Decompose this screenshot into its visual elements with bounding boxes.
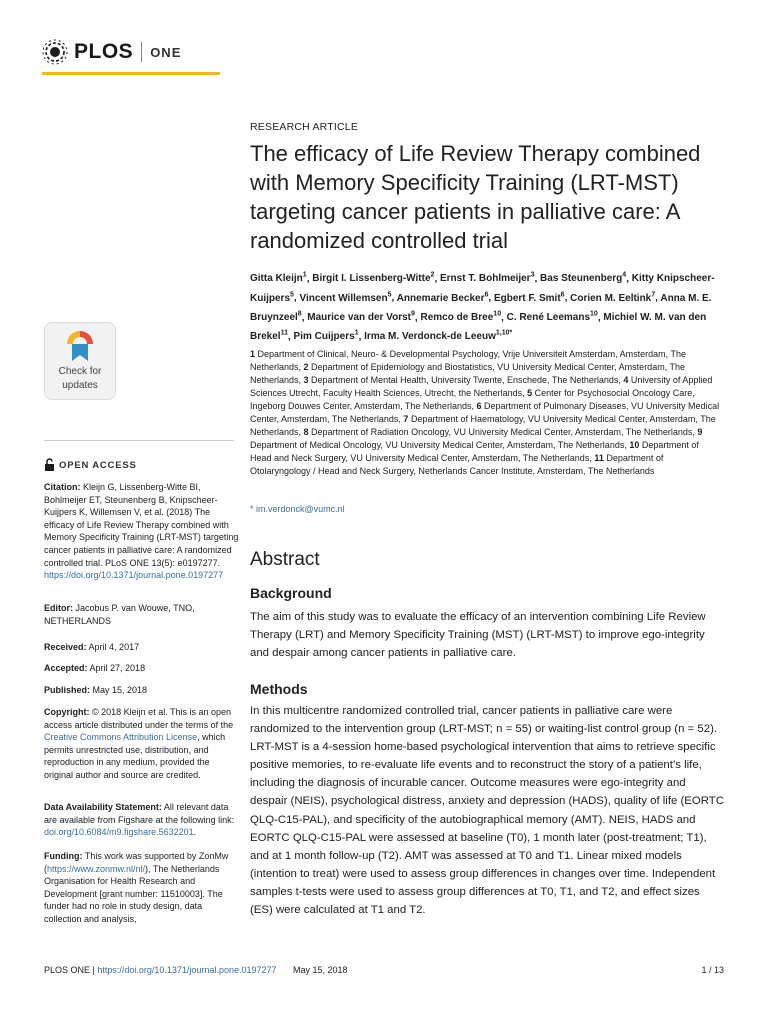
author-name: C. René Leemans	[506, 311, 591, 323]
citation-doi-link[interactable]: https://doi.org/10.1371/journal.pone.0197277	[44, 570, 224, 581]
author-name: Ernst T. Bohlmeijer	[440, 273, 531, 285]
published-block	[44, 684, 239, 697]
check-updates-line1: Check for	[58, 366, 102, 377]
copyright-block	[44, 706, 239, 782]
author[interactable]	[540, 273, 626, 284]
author[interactable]	[494, 293, 565, 304]
affiliation-text: Department of Epidemiology and Biostatistics, VU University Medical Center, Amsterdam, The Netherlands,	[250, 362, 686, 385]
affiliation-number: 6	[476, 401, 484, 411]
funding-post: ), The Netherlands Organisation for Health Research and Development [grant number: 11510003]. The funder had no role in study design, data collection and analysis,	[44, 863, 223, 924]
data-availability-block	[44, 801, 239, 839]
author-affiliation-sup: 6	[560, 291, 565, 299]
data-availability-label: Data Availability Statement:	[44, 802, 162, 812]
author[interactable]	[364, 331, 512, 342]
received-block	[44, 641, 239, 654]
logo-text: PLOS	[74, 40, 134, 63]
citation-label: Citation:	[44, 482, 81, 492]
affiliation-number: 11	[594, 453, 607, 463]
left-divider	[44, 440, 234, 441]
author-name: Corien M. Eeltink	[570, 292, 652, 304]
affiliation-number: 10	[629, 440, 642, 450]
affiliation-text: University of Applied Sciences Utrecht, Faculty Health Sciences, Utrecht, the Netherlands,	[250, 375, 713, 398]
editor-block	[44, 602, 239, 627]
check-for-updates-badge[interactable]	[44, 322, 116, 400]
affiliation-number: 8	[303, 427, 312, 437]
affiliation-text: Department of Mental Health, University Twente, Enschede, The Netherlands,	[311, 375, 624, 385]
accepted-block	[44, 662, 239, 675]
footer-doi-link[interactable]: https://doi.org/10.1371/journal.pone.0197277	[97, 965, 277, 975]
author[interactable]	[294, 331, 359, 342]
author-affiliation-sup: 11	[280, 329, 288, 337]
author-name: Pim Cuijpers	[293, 331, 355, 343]
published-label: Published:	[44, 685, 91, 695]
editor-label: Editor:	[44, 603, 73, 613]
affiliation-text: Department of Radiation Oncology, VU University Medical Center, Amsterdam, The Netherlands,	[311, 427, 698, 437]
author[interactable]	[397, 293, 489, 304]
logo-divider	[141, 42, 142, 62]
open-lock-icon	[44, 458, 55, 472]
check-updates-icon	[65, 329, 95, 363]
author-affiliation-sup: 10	[493, 310, 502, 318]
author[interactable]	[507, 312, 598, 323]
funding-pre: This work was supported by ZonMw (	[44, 851, 229, 874]
affiliation-number: 5	[527, 388, 535, 398]
author[interactable]	[420, 312, 501, 323]
published-date: May 15, 2018	[92, 685, 148, 695]
author[interactable]	[299, 293, 391, 304]
page-number: 1 / 13	[701, 965, 724, 975]
funding-label: Funding:	[44, 851, 83, 861]
plos-logo-icon	[42, 39, 68, 65]
affiliation-text: Department of Otolaryngology / Head and Neck Surgery, Netherlands Cancer Institute, Amsterdam, The Netherlands	[250, 453, 664, 476]
author-affiliation-sup: 4	[622, 272, 627, 279]
author-affiliation-sup: 2	[430, 272, 435, 279]
figshare-link[interactable]: doi.org/10.6084/m9.figshare.5632201	[44, 827, 194, 838]
author-name: Egbert F. Smit	[493, 292, 561, 304]
affiliation-text: Center for Psychosocial Oncology Care, Ingeborg Douwes Center, Amsterdam, The Netherlands,	[250, 388, 695, 411]
author-affiliation-sup: 1,10*	[495, 329, 513, 337]
article-type: RESEARCH ARTICLE	[250, 121, 359, 133]
cc-license-link[interactable]: Creative Commons Attribution License	[44, 732, 198, 743]
author[interactable]	[250, 273, 307, 284]
affiliation-text: Department of Head and Neck Surgery, VU University Medical Center, Amsterdam, The Netherlands,	[250, 440, 699, 463]
author[interactable]	[312, 273, 434, 284]
received-label: Received:	[44, 642, 87, 652]
author-affiliation-sup: 7	[651, 291, 656, 299]
article-title: The efficacy of Life Review Therapy combined with Memory Specificity Training (LRT-MST) targeting cancer patients in palliative care: A randomized controlled trial	[250, 141, 701, 253]
author-affiliation-sup: 10	[590, 310, 598, 318]
check-updates-line2: updates	[62, 380, 98, 391]
author-name: Annemarie Becker	[396, 292, 485, 304]
received-date: April 4, 2017	[88, 642, 140, 652]
citation-block	[44, 481, 239, 582]
accepted-date: April 27, 2018	[89, 663, 146, 673]
author-affiliation-sup: 3	[530, 272, 535, 279]
affiliation-text: Department of Pulmonary Diseases, VU University Medical Center, Amsterdam, The Netherlands,	[250, 401, 720, 424]
background-heading: Background	[250, 585, 332, 601]
author[interactable]	[570, 293, 655, 304]
author-name: Irma M. Verdonck-de Leeuw	[364, 331, 496, 343]
plos-logo[interactable]	[42, 36, 181, 68]
methods-heading: Methods	[250, 681, 308, 697]
affiliation-text: Department of Clinical, Neuro- & Developmental Psychology, Vrije Universiteit Amsterdam, Amsterdam, The Netherlands,	[250, 349, 687, 372]
author-name: Bas Steunenberg	[540, 273, 623, 285]
affiliation-text: Department of Haematology, VU University Medical Center, Amsterdam, The Netherlands,	[250, 414, 716, 437]
author-name: Gitta Kleijn	[250, 273, 303, 285]
data-availability-post: .	[193, 827, 197, 838]
open-access-label: OPEN ACCESS	[59, 459, 137, 471]
methods-text: In this multicentre randomized controlled trial, cancer patients in palliative care were randomized to the intervention group (LRT-MST; n = 55) or waiting-list control group (n = 52). LRT-MST is a 4-session home-based psychological intervention that aims to retrieve specific positive memories, to re-evaluate life events and to reconstruct the story of a patient’s life, including the diagnosis of incurable cancer. Outcome measures were ego-integrity and despair (NEIS), psychological distress, anxiety and depression (HADS), quality of life (EORTC QLQ-C15-PAL), and specificity of the autobiographical memory (AMT). NEIS, HADS and EORTC QLQ-C15-PAL were assessed at baseline (T0), 1 month later (post-treatment; T1), and at 1 month follow-up (T2). AMT was assessed at T0 and T1. Linear mixed models (intention to treat) were used to assess group differences in changes over time. Independent samples t-tests were used to assess group differences at T0, T1, and T2, and effect sizes (ES) were calculated at T1 and T2.	[250, 705, 724, 917]
affiliation-number: 7	[403, 414, 411, 424]
citation-text: Kleijn G, Lissenberg-Witte BI, Bohlmeijer ET, Steunenberg B, Knipscheer-Kuijpers K, Willemsen V, et al. (2018) The efficacy of Life Review Therapy combined with Memory Specificity Training (LRT-MST) targeting cancer patients in palliative care: A randomized controlled trial. PLoS ONE 13(5): e0197277.	[44, 482, 239, 568]
affiliation-number: 1	[250, 349, 258, 359]
affiliation-number: 2	[303, 362, 312, 372]
author[interactable]	[307, 312, 415, 323]
author-affiliation-sup: 1	[302, 272, 307, 279]
author-name: Birgit I. Lissenberg-Witte	[312, 273, 431, 285]
footer-separator: |	[90, 965, 98, 975]
copyright-post: , which permits unrestricted use, distribution, and reproduction in any medium, provided the original author and source are credited.	[44, 732, 226, 780]
author-name: Maurice van der Vorst	[307, 311, 412, 323]
affiliation-number: 9	[697, 427, 703, 437]
author-affiliation-sup: 8	[297, 310, 302, 318]
author-name: Kitty Knipscheer-Kuijpers	[250, 273, 715, 304]
correspondence-email[interactable]	[250, 504, 345, 514]
footer-date: May 15, 2018	[293, 965, 348, 975]
accent-rule	[42, 72, 220, 75]
author-affiliation-sup: 1	[354, 329, 359, 337]
footer-journal: PLOS ONE	[44, 965, 91, 975]
funding-block	[44, 850, 239, 926]
copyright-label: Copyright:	[44, 707, 90, 717]
author-affiliation-sup: 5	[387, 291, 392, 299]
editor-text: Jacobus P. van Wouwe, TNO, NETHERLANDS	[44, 603, 195, 626]
background-text: The aim of this study was to evaluate the efficacy of an intervention combining Life Review Therapy (LRT) and Memory Specificity Training (MST) (LRT-MST) to improve ego-integrity and despair among cancer patients in palliative care.	[250, 611, 706, 660]
author-name: Vincent Willemsen	[299, 292, 388, 304]
author[interactable]	[440, 273, 534, 284]
author-name: Anna M. E. Bruynzeel	[250, 292, 712, 323]
author-list: Gitta Kleijn$^1$, Birgit I. Lissenberg-Witte$^2$, Ernst T. Bohlmeijer$^3$, Bas Steunenberg$^4$, Kitty Knipscheer-Kuijpers$^5$, Vincent Willemsen$^5$, Annemarie Becker$^6$, Egbert F. Smit$^6$, Corien M. Eeltink$^7$, Anna M. E. Bruynzeel$^8$, Maurice van der Vorst$^9$, Remco de Bree$^{10}$, C. René Leemans$^{10}$, Michiel W. M. van den Brekel$^{11}$, Pim Cuijpers$^1$, Irma M. Verdonck-de Leeuw$^{1,10*}$	[250, 272, 715, 343]
affiliation-number: 4	[623, 375, 631, 385]
author-name: Remco de Bree	[420, 311, 494, 323]
open-access	[44, 458, 137, 472]
copyright-pre: © 2018 Kleijn et al. This is an open access article distributed under the terms of the	[44, 707, 234, 730]
affiliations	[250, 348, 722, 478]
affiliation-text: Department of Medical Oncology, VU University Medical Center, Amsterdam, The Netherlands,	[250, 440, 630, 450]
accepted-label: Accepted:	[44, 663, 88, 673]
data-availability-pre: All relevant data are available from Figshare at the following link:	[44, 802, 235, 825]
page-footer	[44, 965, 348, 975]
abstract-heading: Abstract	[250, 549, 320, 570]
logo-journal: ONE	[150, 44, 182, 60]
zonmw-link[interactable]: https://www.zonmw.nl/nl/	[47, 863, 146, 874]
author-name: Michiel W. M. van den Brekel	[250, 311, 707, 343]
author-affiliation-sup: 9	[411, 310, 415, 318]
author-affiliation-sup: 6	[484, 291, 489, 299]
affiliation-number: 3	[303, 375, 312, 385]
author-affiliation-sup: 5	[290, 291, 294, 299]
correspondence-link[interactable]: * im.verdonck@vumc.nl	[250, 504, 345, 514]
